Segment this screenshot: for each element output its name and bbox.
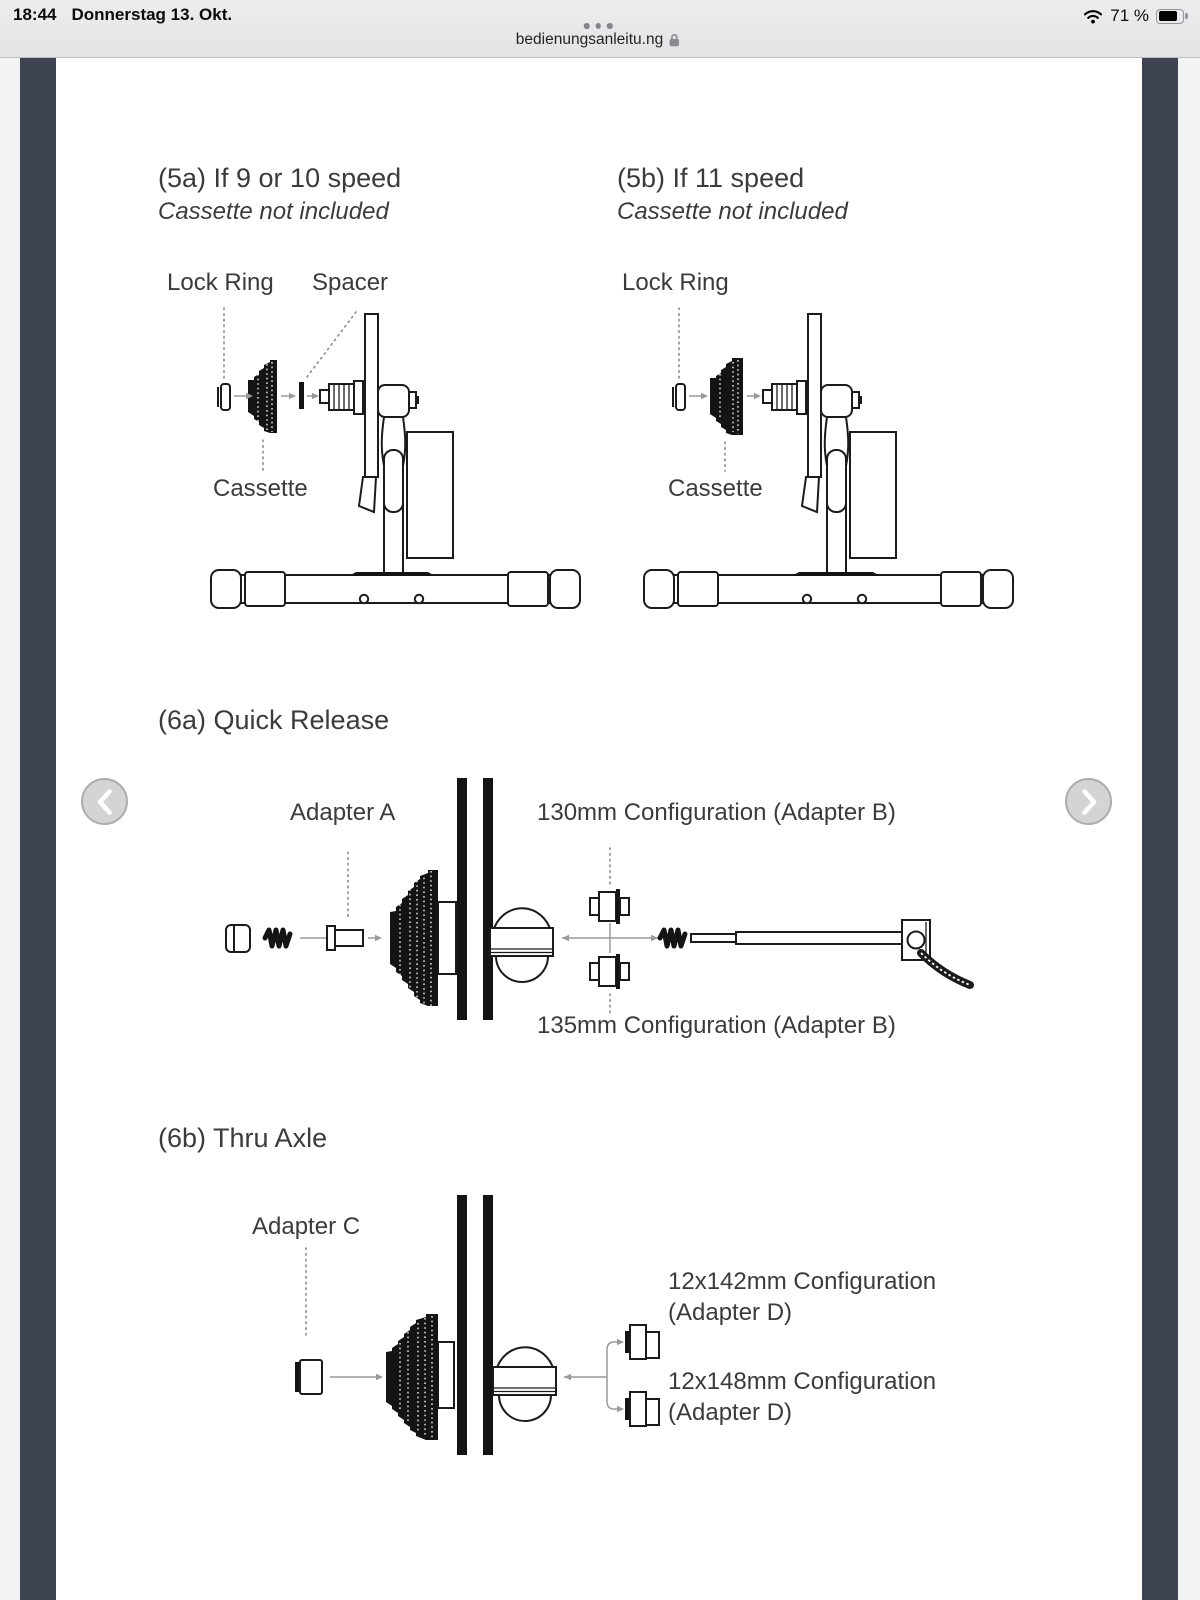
label-cassette-5b: Cassette xyxy=(668,475,763,502)
section-5a-subtitle: Cassette not included xyxy=(158,198,389,225)
status-date: Donnerstag 13. Okt. xyxy=(71,5,233,24)
previous-page-button[interactable] xyxy=(81,778,128,825)
section-6b-title: (6b) Thru Axle xyxy=(158,1123,328,1153)
label-config-142-line2: (Adapter D) xyxy=(668,1299,793,1326)
label-config-130: 130mm Configuration (Adapter B) xyxy=(537,799,896,826)
chevron-left-icon xyxy=(95,788,115,816)
status-indicators xyxy=(1083,6,1184,26)
status-time: 18:44 xyxy=(13,5,57,24)
diagram-5a-cassette-9-10-speed xyxy=(160,300,600,615)
wifi-icon xyxy=(1083,9,1103,24)
browser-chrome xyxy=(0,0,1200,58)
diagram-6b-thru-axle xyxy=(240,1190,670,1460)
section-5a-title: (5a) If 9 or 10 speed xyxy=(158,163,402,193)
tab-overview-dots-icon[interactable] xyxy=(584,23,613,29)
section-5b-title: (5b) If 11 speed xyxy=(617,163,805,193)
label-config-142 xyxy=(668,1266,936,1328)
label-config-142-line1: 12x142mm Configuration xyxy=(668,1268,937,1295)
diagram-5b-cassette-11-speed xyxy=(615,300,1055,615)
status-time-date xyxy=(13,5,232,25)
diagram-6a-quick-release xyxy=(210,770,990,1020)
label-config-148 xyxy=(668,1366,936,1428)
label-spacer-5a: Spacer xyxy=(312,269,389,296)
battery-percent: 71 % xyxy=(1110,6,1149,25)
label-cassette-5a: Cassette xyxy=(213,475,308,502)
label-config-148-line1: 12x148mm Configuration xyxy=(668,1368,937,1395)
url-text: bedienungsanleitu.ng xyxy=(515,31,664,48)
label-adapter-c: Adapter C xyxy=(252,1213,361,1240)
lock-icon xyxy=(669,33,680,47)
viewer-background-left xyxy=(20,57,56,1600)
label-adapter-a: Adapter A xyxy=(290,799,396,826)
chevron-right-icon xyxy=(1079,788,1099,816)
label-config-135: 135mm Configuration (Adapter B) xyxy=(537,1012,896,1039)
page-margin-left xyxy=(0,57,20,1600)
section-5b-subtitle: Cassette not included xyxy=(617,198,848,225)
viewer-background-right xyxy=(1142,57,1178,1600)
page-margin-right xyxy=(1178,57,1200,1600)
address-bar[interactable] xyxy=(516,31,680,49)
label-lock-ring-5b: Lock Ring xyxy=(622,269,729,296)
section-6a-title: (6a) Quick Release xyxy=(158,705,390,735)
label-lock-ring-5a: Lock Ring xyxy=(167,269,274,296)
label-config-148-line2: (Adapter D) xyxy=(668,1399,793,1426)
battery-icon xyxy=(1156,9,1184,24)
next-page-button[interactable] xyxy=(1065,778,1112,825)
